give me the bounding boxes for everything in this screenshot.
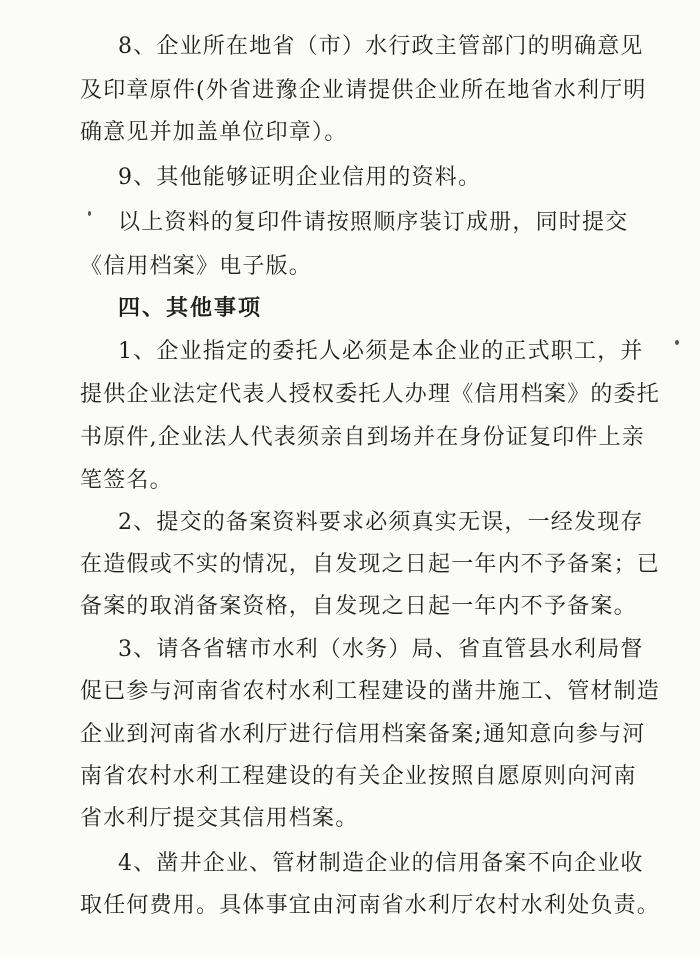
text-line: 《信用档案》电子版。 <box>80 254 313 279</box>
text-line: 促已参与河南省农村水利工程建设的凿井施工、管材制造 <box>80 679 661 704</box>
text-line: 确意见并加盖单位印章）。 <box>80 120 348 145</box>
text-line: 9、其他能够证明企业信用的资料。 <box>118 165 482 190</box>
text-line: 2、提交的备案资料要求必须真实无误，一经发现存 <box>118 510 644 535</box>
text-line: 笔签名。 <box>80 468 173 493</box>
text-line: 3、请各省辖市水利（水务）局、省直管县水利局督 <box>118 637 644 662</box>
text-line: 1、企业指定的委托人必须是本企业的正式职工，并 <box>118 339 644 364</box>
text-line: 南省农村水利工程建设的有关企业按照自愿原则向河南 <box>80 764 637 789</box>
text-line: 及印章原件(外省进豫企业请提供企业所在地省水利厅明 <box>80 78 647 103</box>
text-line: 提供企业法定代表人授权委托人办理《信用档案》的委托 <box>80 382 661 407</box>
text-line: 8、企业所在地省（市）水行政主管部门的明确意见 <box>118 34 644 59</box>
text-line: 备案的取消备案资格，自发现之日起一年内不予备案。 <box>80 594 637 619</box>
text-line: 在造假或不实的情况，自发现之日起一年内不予备案；已 <box>80 552 661 577</box>
scan-speck <box>675 340 679 345</box>
text-line: 书原件,企业法人代表须亲自到场并在身份证复印件上亲 <box>80 425 645 450</box>
text-line: 4、凿井企业、管材制造企业的信用备案不向企业收 <box>118 851 644 876</box>
text-line: 以上资料的复印件请按照顺序装订成册，同时提交 <box>118 210 629 235</box>
text-line: 取任何费用。具体事宜由河南省水利厅农村水利处负责。 <box>80 893 661 918</box>
text-line: 省水利厅提交其信用档案。 <box>80 806 359 831</box>
scan-speck <box>88 211 91 216</box>
text-line: 企业到河南省水利厅进行信用档案备案;通知意向参与河 <box>80 722 646 747</box>
section-heading: 四、其他事项 <box>118 295 263 321</box>
